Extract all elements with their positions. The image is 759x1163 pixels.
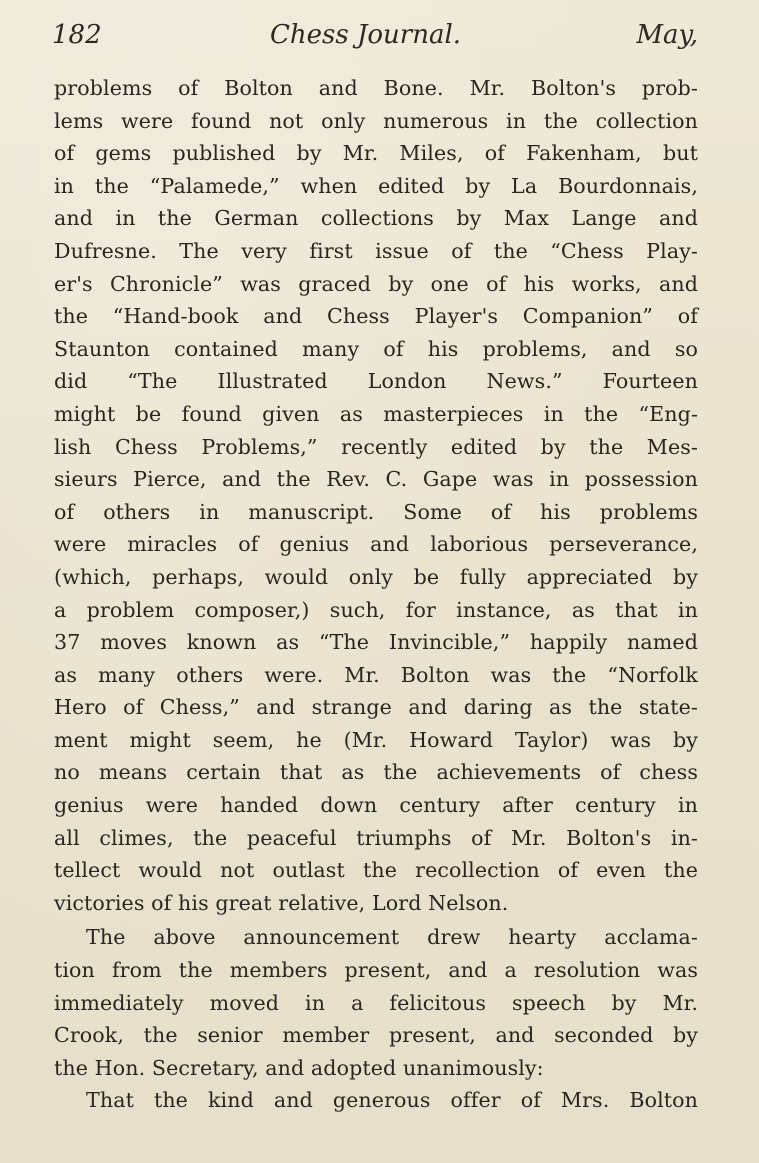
text-line: were miracles of genius and laborious perseverance, [54, 532, 698, 557]
text-line: Staunton contained many of his problems, and so [54, 336, 698, 361]
running-head [52, 16, 698, 58]
text-line: the Hon. Secretary, and adopted unanimously: [54, 1055, 544, 1080]
text-line: tellect would not outlast the recollection of even the [54, 858, 698, 883]
text-line: might be found given as masterpieces in the “Eng- [54, 401, 698, 426]
text-line: tion from the members present, and a resolution was [54, 958, 698, 983]
text-line: victories of his great relative, Lord Nelson. [54, 890, 509, 915]
text-line: no means certain that as the achievements of chess [54, 760, 698, 785]
text-line: problems of Bolton and Bone. Mr. Bolton's prob- [54, 76, 698, 100]
text-line: the “Hand-book and Chess Player's Companion” of [54, 304, 698, 329]
page-number: 182 [52, 20, 102, 50]
text-line: sieurs Pierce, and the Rev. C. Gape was in possession [54, 467, 698, 492]
text-line: 37 moves known as “The Invincible,” happily named [54, 630, 698, 655]
text-line: Hero of Chess,” and strange and daring as the state- [54, 695, 698, 720]
text-line: in the “Palamede,” when edited by La Bourdonnais, [54, 173, 698, 198]
text-line: of others in manuscript. Some of his problems [54, 499, 698, 524]
text-line: er's Chronicle” was graced by one of his works, and [54, 271, 698, 296]
text-line: and in the German collections by Max Lange and [54, 206, 698, 231]
month-label: May, [636, 20, 698, 50]
body-text [54, 72, 698, 1117]
text-line: lems were found not only numerous in the collection [54, 108, 698, 133]
text-line: That the kind and generous offer of Mrs. Bolton [86, 1088, 698, 1113]
text-line: immediately moved in a felicitous speech by Mr. [54, 990, 698, 1015]
text-line: The above announcement drew hearty acclama- [86, 925, 698, 950]
text-line: of gems published by Mr. Miles, of Fakenham, but [54, 141, 698, 166]
text-line: Dufresne. The very first issue of the “Chess Play- [54, 238, 698, 263]
text-line: ment might seem, he (Mr. Howard Taylor) was by [54, 727, 698, 752]
text-line: all climes, the peaceful triumphs of Mr. Bolton's in- [54, 825, 698, 850]
text-line: as many others were. Mr. Bolton was the “Norfolk [54, 662, 698, 687]
text-line: Crook, the senior member present, and seconded by [54, 1023, 698, 1048]
text-line: lish Chess Problems,” recently edited by the Mes- [54, 434, 698, 459]
text-line: a problem composer,) such, for instance, as that in [54, 597, 698, 622]
journal-title: Chess Journal. [270, 20, 462, 50]
text-line: (which, perhaps, would only be fully appreciated by [54, 564, 698, 589]
text-line: genius were handed down century after century in [54, 793, 698, 818]
text-line: did “The Illustrated London News.” Fourteen [54, 369, 698, 394]
